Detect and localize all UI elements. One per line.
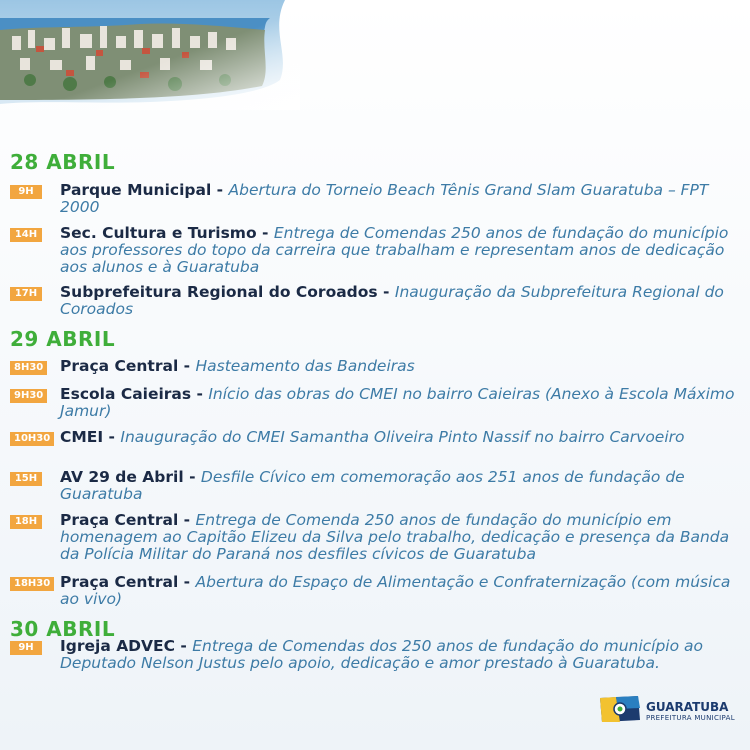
event-place: Praça Central (60, 511, 179, 529)
event-description: Entrega de Comenda 250 anos de fundação do município em homenagem ao Capitão Elizeu da Silva pelo trabalho, dedicação e presença da Banda da Polícia Militar do Paraná nos desfiles cívicos de Guaratuba (60, 511, 730, 563)
time-badge: 9H (10, 641, 42, 655)
time-badge: 9H (10, 185, 42, 199)
event-description: Entrega de Comendas dos 250 anos de fundação do município ao Deputado Nelson Justus pelo apoio, dedicação e amor prestado à Guaratuba. (60, 637, 704, 672)
time-badge: 14H (10, 228, 42, 242)
event-item: 9H Parque Municipal - Abertura do Torneio Beach Tênis Grand Slam Guaratuba – FPT 2000 (10, 182, 742, 216)
event-description: Desfile Cívico em comemoração aos 251 anos de fundação de Guaratuba (60, 468, 685, 503)
logo-subtitle: PREFEITURA MUNICIPAL (646, 714, 735, 722)
event-place: Sec. Cultura e Turismo (60, 224, 257, 242)
time-badge: 18H30 (10, 577, 54, 591)
event-description: Entrega de Comendas 250 anos de fundação do município aos professores do topo da carreira que trabalham e representam anos de dedicação aos alunos e à Guaratuba (60, 224, 729, 276)
event-place: CMEI (60, 428, 104, 446)
event-description: Hasteamento das Bandeiras (195, 357, 415, 375)
event-item: 9H30 Escola Caieiras - Início das obras do CMEI no bairro Caieiras (Anexo à Escola Máximo Jamur) (10, 386, 742, 420)
event-item: 18H30 Praça Central - Abertura do Espaço de Alimentação e Confraternização (com música ao vivo) (10, 574, 742, 608)
event-item: 18H Praça Central - Entrega de Comenda 250 anos de fundação do município em homenagem ao Capitão Elizeu da Silva pelo trabalho, dedicação e presença da Banda da Polícia Militar do Paraná nos desfiles cívicos de Guaratuba (10, 512, 742, 563)
event-description: Inauguração da Subprefeitura Regional do Coroados (60, 283, 724, 318)
event-description: Início das obras do CMEI no bairro Caieiras (Anexo à Escola Máximo Jamur) (60, 385, 735, 420)
event-description: Abertura do Espaço de Alimentação e Confraternização (com música ao vivo) (60, 573, 731, 608)
event-place: Praça Central (60, 357, 179, 375)
event-item: 10H30 CMEI - Inauguração do CMEI Samantha Oliveira Pinto Nassif no bairro Carvoeiro (10, 429, 742, 446)
event-place: AV 29 de Abril (60, 468, 184, 486)
event-description: Inauguração do CMEI Samantha Oliveira Pinto Nassif no bairro Carvoeiro (120, 428, 685, 446)
day-title-28: 28 ABRIL (10, 150, 116, 174)
event-place: Escola Caieiras (60, 385, 192, 403)
day-title-30: 30 ABRIL (10, 617, 116, 641)
event-item: 9H Igreja ADVEC - Entrega de Comendas dos 250 anos de fundação do município ao Deputado Nelson Justus pelo apoio, dedicação e amor prestado à Guaratuba. (10, 638, 742, 672)
event-item: 14H Sec. Cultura e Turismo - Entrega de Comendas 250 anos de fundação do município aos professores do topo da carreira que trabalham e representam anos de dedicação aos alunos e à Guaratuba (10, 225, 742, 276)
time-badge: 8H30 (10, 361, 47, 375)
event-place: Parque Municipal (60, 181, 212, 199)
event-item: 17H Subprefeitura Regional do Coroados - Inauguração da Subprefeitura Regional do Coroados (10, 284, 742, 318)
flag-icon (598, 694, 642, 729)
logo-name: GUARATUBA (646, 700, 729, 714)
day-title-29: 29 ABRIL (10, 327, 116, 351)
guaratuba-logo (598, 694, 735, 729)
event-place: Igreja ADVEC (60, 637, 176, 655)
time-badge: 17H (10, 287, 42, 301)
event-item: 8H30 Praça Central - Hasteamento das Bandeiras (10, 358, 742, 375)
time-badge: 18H (10, 515, 42, 529)
event-item: 15H AV 29 de Abril - Desfile Cívico em comemoração aos 251 anos de fundação de Guaratuba (10, 469, 742, 503)
event-place: Praça Central (60, 573, 179, 591)
event-description: Abertura do Torneio Beach Tênis Grand Slam Guaratuba – FPT 2000 (60, 181, 709, 216)
event-place: Subprefeitura Regional do Coroados (60, 283, 378, 301)
city-photo (0, 0, 300, 110)
time-badge: 9H30 (10, 389, 47, 403)
time-badge: 15H (10, 472, 42, 486)
time-badge: 10H30 (10, 432, 54, 446)
